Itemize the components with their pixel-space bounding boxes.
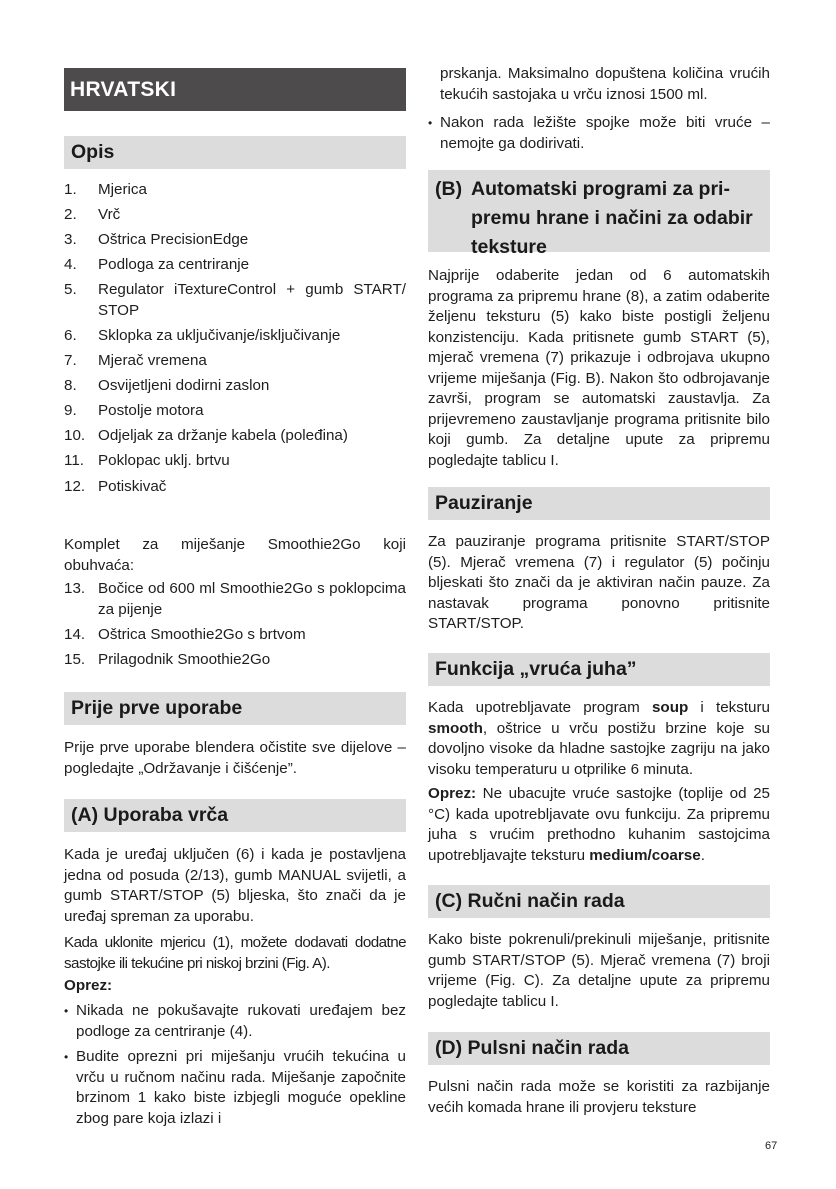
list-item: • Nakon rada ležište spojke može biti vruće – nemojte ga dodirivati. [428, 113, 770, 154]
caution-label: Oprez: [64, 977, 113, 994]
section-heading-hot-soup: Funkcija „vruća juha” [428, 653, 770, 686]
list-item: 4. Podloga za centriranje [64, 256, 250, 274]
bullet-icon: • [64, 1004, 69, 1018]
list-item: 8. Osvijetljeni dodirni zaslon [64, 377, 270, 395]
auto-programs-text: Najprije odaberite jedan od 6 automatskih programa za pripremu hrane (8), a zatim odaberite željenu teksturu (5) kako biste postigli željenu konzistenciju. Kada pritisnete gumb START (5), mjerač vremena (7) prikazuje i odbrojava ukupno vrijeme miješanja (Fig. B). Nakon što odbrojavanje završi, program se automatski zaustavlja. Za prijevremeno zaustavljanje programa pritisnite bilo koji gumb. Za detaljne upute za pripremu pogledajte tablicu I. [428, 267, 770, 469]
page-number: 67 [765, 1140, 778, 1152]
first-use-text: Prije prve uporabe blendera očistite sve dijelove – pogledajte „Održavanje i čišćenje”. [64, 739, 406, 777]
hot-soup-caution: Oprez: Ne ubacujte vruće sastojke (toplije od 25 °C) kada upotrebljavate ovu funkciju. Za pripremu juha s vrućim prethodno kuhanim sastojcima upotrebljavajte teksturu medium/coarse. [428, 785, 770, 864]
list-item: 2. Vrč [64, 206, 121, 224]
manual-mode-text: Kako biste pokrenuli/prekinuli miješanje, pritisnite gumb START/STOP (5). Mjerač vremena (7) broji vrijeme (Fig. C). Za detaljne upute za pripremu pogledajte tablicu I. [428, 931, 770, 1010]
section-heading-first-use: Prije prve uporabe [64, 692, 406, 725]
list-item: 14. Oštrica Smoothie2Go s brtvom [64, 625, 306, 643]
list-item: • Budite oprezni pri miješanju vrućih tekućina u vrču u ručnom načinu rada. Miješanje započnite brzinom 1 kako biste izbjegli moguće opekline zbog pare koja izlazi i [64, 1047, 406, 1129]
hot-soup-para-1: Kada upotrebljavate program soup i teksturu smooth, oštrice u vrču postižu brzine koje su dovoljno visoke da hladne sastojke zagriju na jako visoku temperaturu u otprilike 6 minuta. [428, 699, 770, 778]
jug-use-para-2: Kada uklonite mjericu (1), možete dodavati dodatne sastojke ili tekućine pri niskoj brzini (Fig. A). [64, 934, 406, 972]
list-item: 13. Bočice od 600 ml Smoothie2Go s poklopcima za pijenje [64, 580, 406, 618]
caution-list [64, 1001, 406, 1134]
list-item: 1. Mjerica [64, 181, 147, 198]
bullet-icon: • [64, 1050, 69, 1064]
list-item: 15. Prilagodnik Smoothie2Go [64, 650, 271, 668]
caution-list-continued [428, 113, 770, 159]
list-item: • Nikada ne pokušavajte rukovati uređajem bez podloge za centriranje (4). [64, 1001, 406, 1042]
jug-use-para-1: Kada je uređaj uključen (6) i kada je postavljena jedna od posuda (2/13), gumb MANUAL svijetli, a gumb START/STOP (5) bljeska, što znači da je uređaj spreman za uporabu. [64, 846, 406, 925]
list-item: 6. Sklopka za uključivanje/isključivanje [64, 326, 341, 344]
list-item: 10. Odjeljak za držanje kabela (poleđina) [64, 427, 348, 445]
list-item: 12. Potiskivač [64, 477, 167, 495]
kit-intro: Komplet za miješanje Smoothie2Go koji obuhvaća: [64, 536, 406, 574]
list-item: 7. Mjerač vremena [64, 352, 207, 370]
parts-list [64, 180, 406, 502]
list-item: 11. Poklopac uklj. brtvu [64, 452, 230, 470]
jug-use-continuation: prskanja. Maksimalno dopuštena količina vrućih tekućih sastojaka u vrču iznosi 1500 ml. [440, 65, 770, 103]
section-heading-opis: Opis [64, 136, 406, 169]
pulse-mode-text: Pulsni način rada može se koristiti za razbijanje većih komada hrane ili provjeru teksture [428, 1078, 770, 1116]
bullet-icon: • [428, 116, 433, 130]
pausing-text: Za pauziranje programa pritisnite START/STOP (5). Mjerač vremena (7) i regulator (5) počinju bljeskati što znači da je aktiviran način pauze. Za nastavak programa ponovno pritisnite START/STOP. [428, 533, 770, 632]
kit-list [64, 579, 406, 675]
list-item: 5. Regulator iTextureControl + gumb START/ STOP [64, 281, 406, 319]
section-heading-jug-use: (A) Uporaba vrča [64, 799, 406, 832]
section-heading-auto-programs: (B) Automatski programi za pri- premu hrane i načini za odabir teksture [428, 170, 770, 252]
list-item: 3. Oštrica PrecisionEdge [64, 231, 249, 249]
list-item: 9. Postolje motora [64, 402, 204, 420]
language-title: HRVATSKI [64, 68, 406, 111]
section-heading-pulse-mode: (D) Pulsni način rada [428, 1032, 770, 1065]
section-heading-pausing: Pauziranje [428, 487, 770, 520]
section-heading-manual-mode: (C) Ručni način rada [428, 885, 770, 918]
auto-programs-heading-text: Automatski programi za pri- premu hrane i načini za odabir teksture [471, 178, 753, 258]
